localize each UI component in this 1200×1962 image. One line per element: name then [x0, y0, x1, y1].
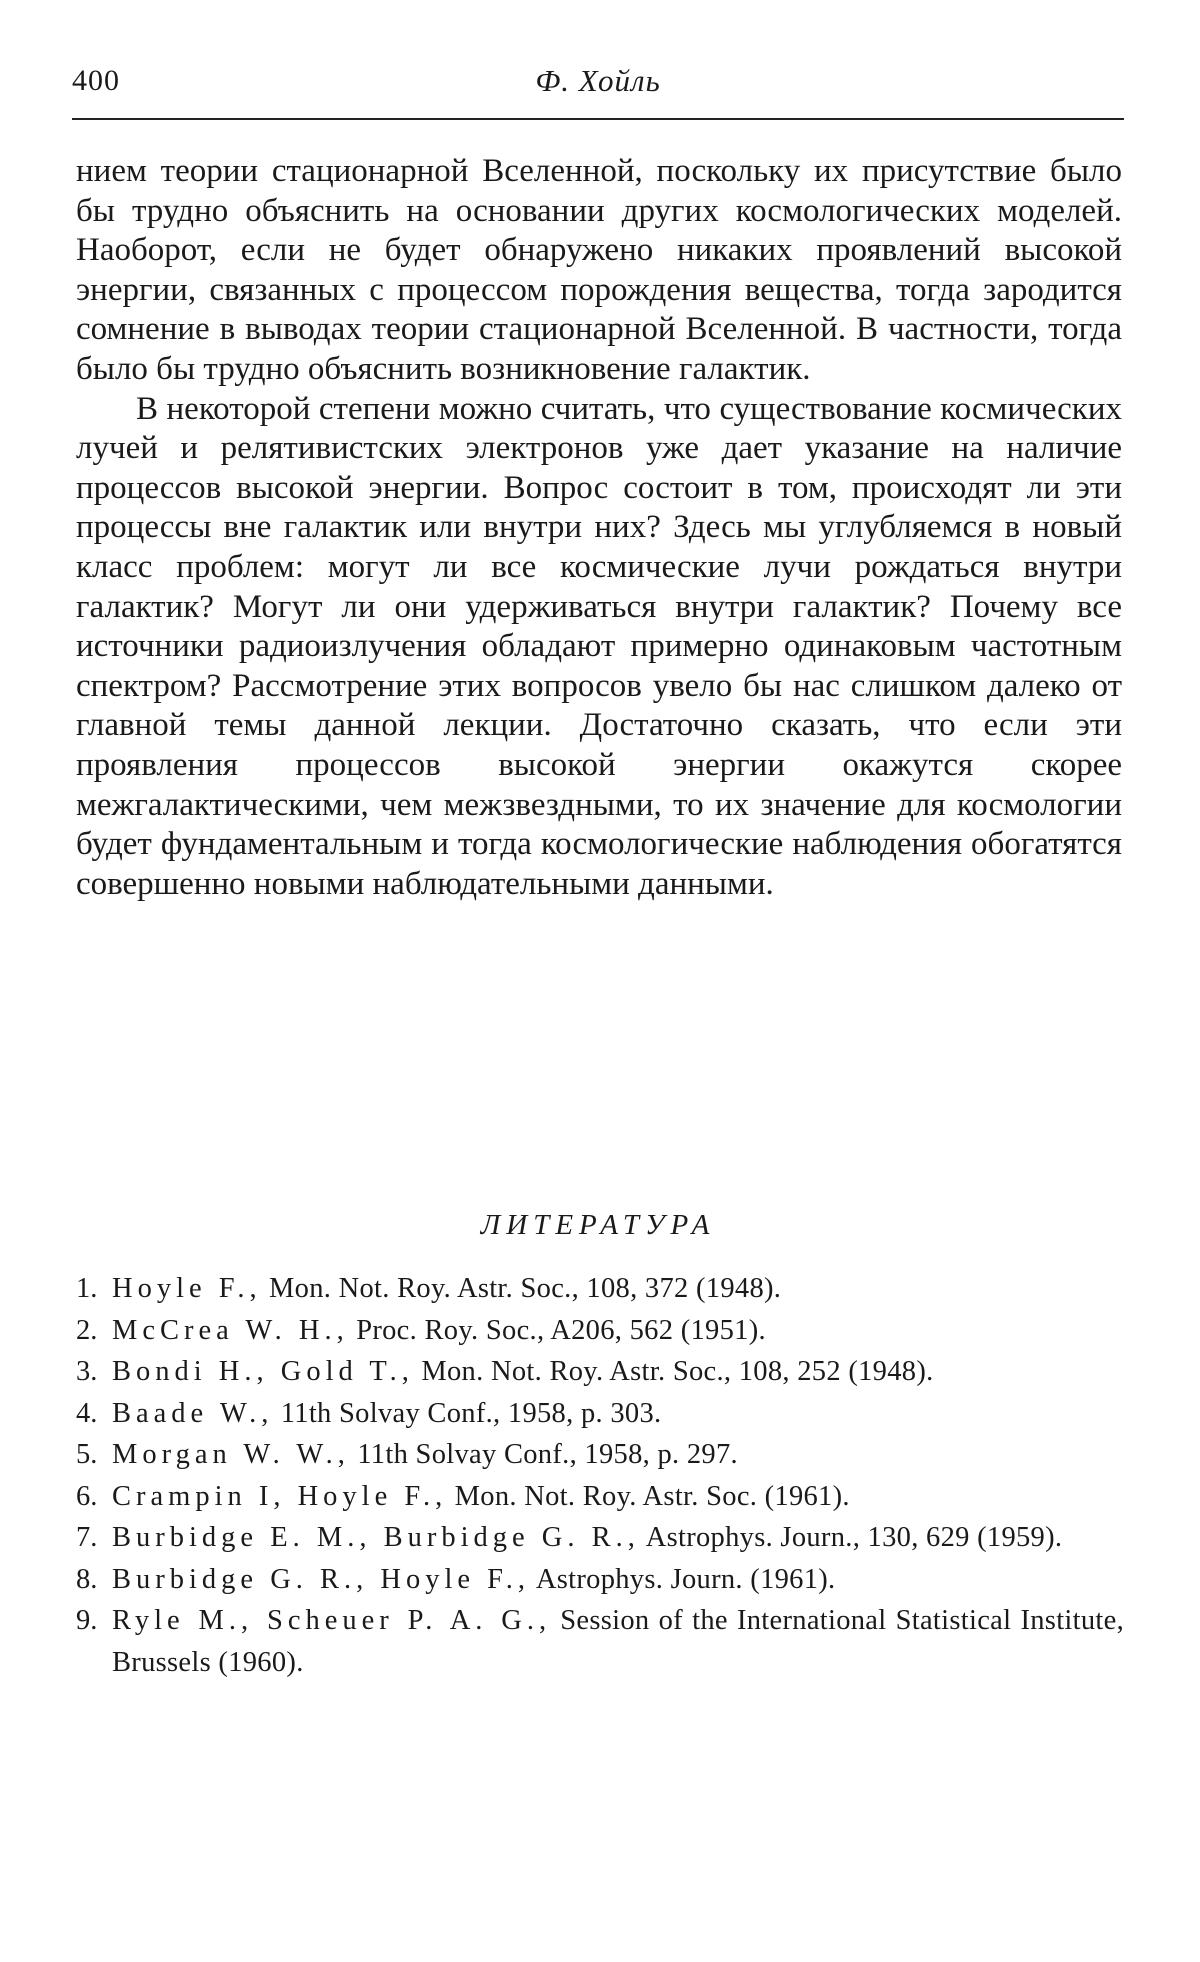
- reference-source: Mon. Not. Roy. Astr. Soc., 108, 372 (1948).: [261, 1273, 782, 1304]
- reference-list: [76, 1268, 1124, 1683]
- paragraph-cosmic-rays: В некоторой степени можно считать, что существование космических лучей и релятивистских электронов уже дает указание на наличие процессов высокой энергии. Вопрос состоит в том, происходят ли эти процессы вне галактик или внутри них? Здесь мы углубляемся в новый класс проблем: могут ли все космические лучи рождаться внутри галактик? Могут ли они удерживаться внутри галактик? Почему все источники радиоизлучения обладают примерно одинаковым частотным спектром? Рассмотрение этих вопросов увело бы нас слишком далеко от главной темы данной лекции. Достаточно сказать, что если эти проявления процессов высокой энергии окажутся скорее межгалактическими, чем межзвездными, то их значение для космологии будет фундаментальным и тогда космологические наблюдения обогатятся совершенно новыми наблюдательными данными.: [76, 390, 1122, 902]
- reference-number: 5.: [76, 1439, 98, 1470]
- reference-source: Mon. Not. Roy. Astr. Soc. (1961).: [447, 1480, 850, 1512]
- reference-authors: Baade W.,: [112, 1397, 274, 1429]
- reference-number: 7.: [76, 1522, 98, 1553]
- reference-authors: McCrea W. H.,: [112, 1314, 349, 1346]
- reference-source: Proc. Roy. Soc., A206, 562 (1951).: [348, 1314, 766, 1346]
- body-text: [76, 152, 1122, 904]
- reference-source: Astrophys. Journ. (1961).: [530, 1563, 836, 1595]
- reference-item: [76, 1517, 1124, 1559]
- reference-authors: Morgan W. W.,: [112, 1439, 350, 1470]
- reference-source: 11th Solvay Conf., 1958, p. 297.: [349, 1439, 738, 1470]
- reference-number: 1.: [76, 1273, 98, 1304]
- reference-authors: Burbidge G. R., Hoyle F.,: [112, 1563, 531, 1595]
- literature-heading: ЛИТЕРАТУРА: [480, 1209, 716, 1241]
- reference-number: 2.: [76, 1314, 98, 1346]
- reference-number: 4.: [76, 1397, 98, 1429]
- reference-source: Astrophys. Journ., 130, 629 (1959).: [639, 1522, 1063, 1553]
- reference-source: Mon. Not. Roy. Astr. Soc., 108, 252 (1948).: [413, 1356, 934, 1387]
- reference-item: [76, 1476, 1124, 1518]
- reference-authors: Burbidge E. M., Burbidge G. R.,: [112, 1522, 640, 1553]
- reference-item: [76, 1268, 1124, 1310]
- reference-item: [76, 1393, 1124, 1435]
- reference-item: [76, 1310, 1124, 1352]
- reference-number: 3.: [76, 1356, 98, 1387]
- reference-number: 6.: [76, 1480, 98, 1512]
- reference-authors: Ryle M., Scheuer P. A. G.,: [112, 1605, 552, 1636]
- reference-authors: Bondi H., Gold T.,: [112, 1356, 414, 1387]
- running-head: Ф. Хойль: [535, 63, 661, 98]
- reference-item: [76, 1351, 1124, 1393]
- reference-item: [76, 1434, 1124, 1476]
- reference-item: [76, 1559, 1124, 1601]
- paragraph-continuation: нием теории стационарной Вселенной, поскольку их присутствие было бы трудно объяснить на основании других космологических моделей. Наоборот, если не будет обнаружено никаких проявлений высокой энергии, связанных с процессом порождения вещества, тогда зародится сомнение в выводах теории стационарной Вселенной. В частности, тогда было бы трудно объяснить возникновение галактик.: [76, 153, 1122, 387]
- reference-number: 8.: [76, 1563, 98, 1595]
- reference-item: [76, 1600, 1124, 1683]
- page-header: [72, 58, 1124, 104]
- reference-number: 9.: [76, 1605, 98, 1636]
- page-number: 400: [72, 64, 120, 97]
- header-rule: [72, 118, 1124, 120]
- reference-source: 11th Solvay Conf., 1958, p. 303.: [273, 1397, 662, 1429]
- reference-authors: Hoyle F.,: [112, 1273, 262, 1304]
- reference-source: Session of the International Statistical Institute, Brussels (1960).: [112, 1605, 1124, 1678]
- reference-authors: Crampin I, Hoyle F.,: [112, 1480, 448, 1512]
